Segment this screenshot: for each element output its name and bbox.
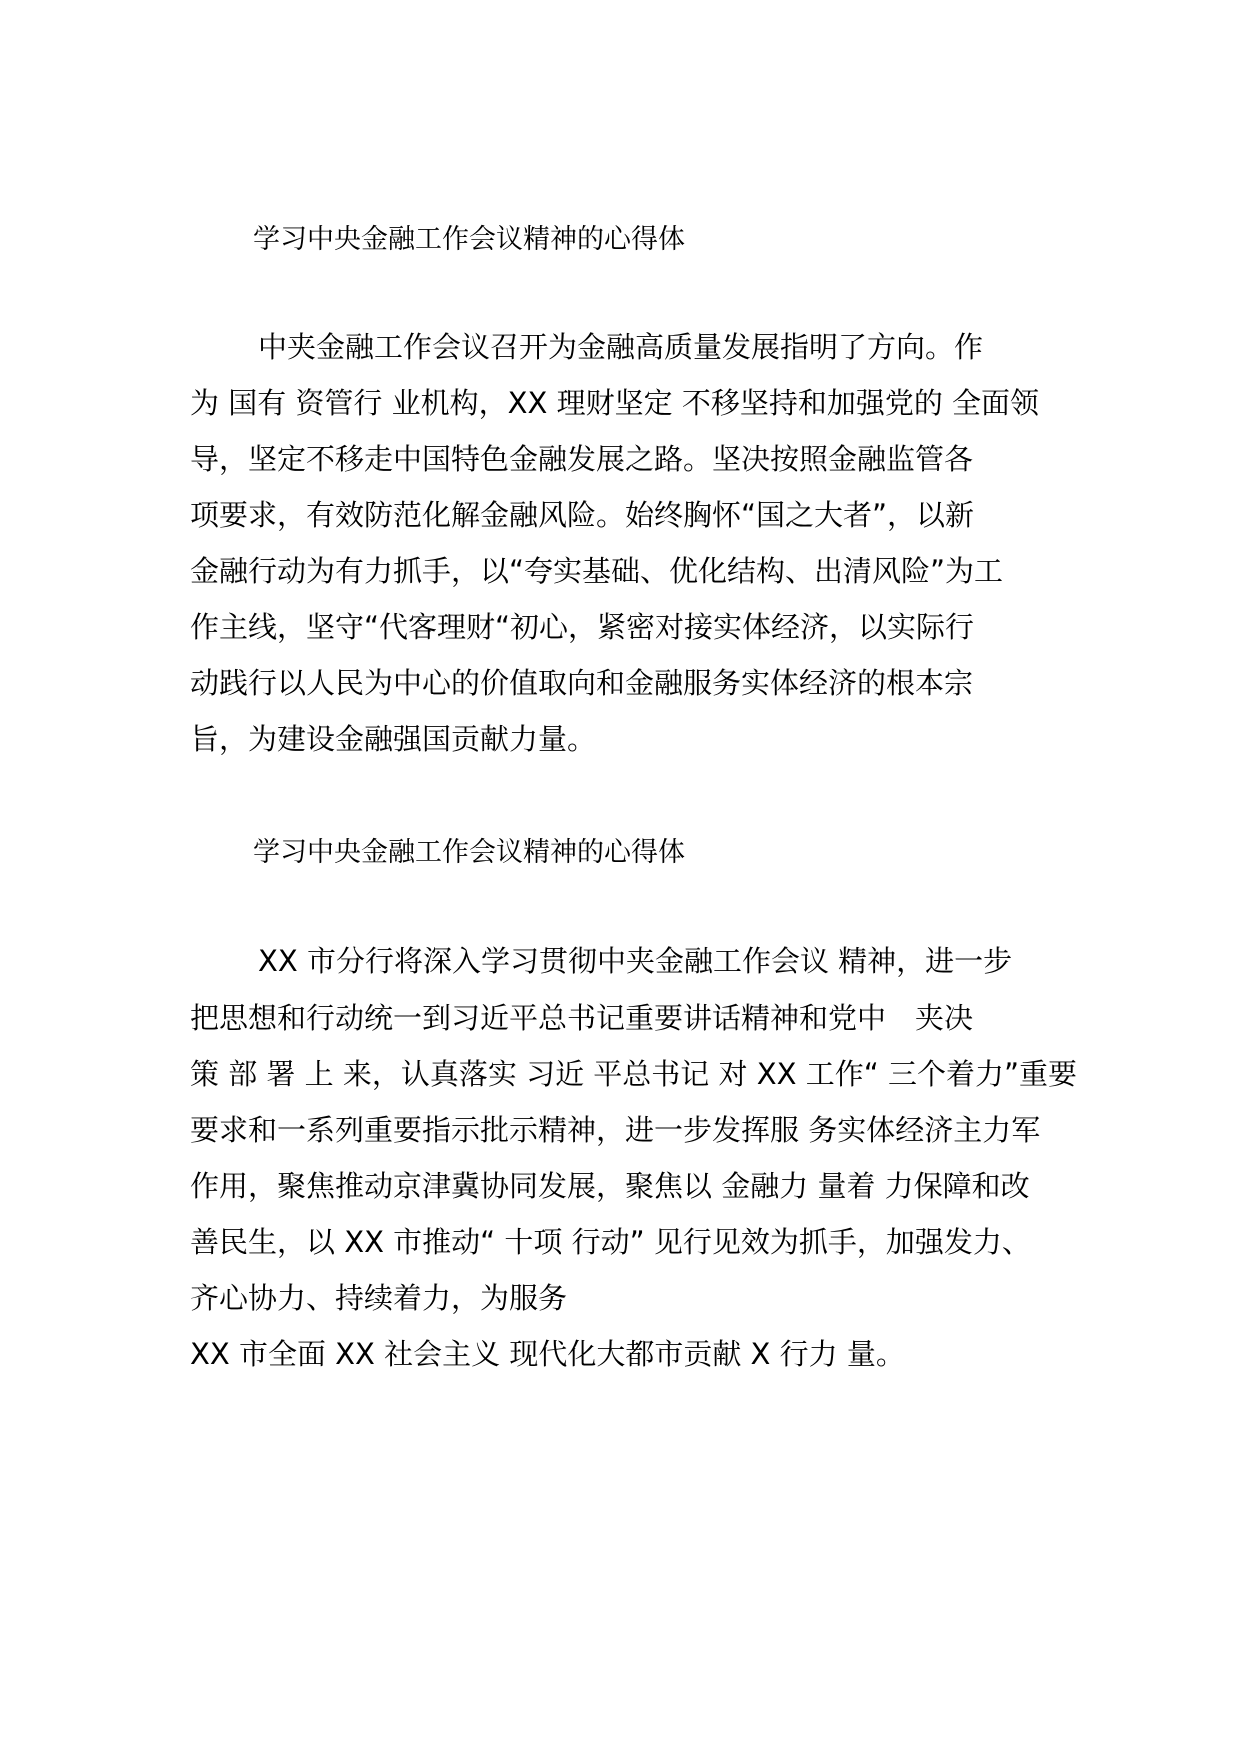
section-2-line-4: 要求和一系列重要指示批示精神，进一步发挥服 务实体经济主力军 bbox=[190, 1113, 1041, 1147]
section-1-line-4: 项要求，有效防范化解金融风险。始终胸怀“国之大者”，以新 bbox=[190, 498, 975, 532]
section-2-line-8: XX 市全面 XX 社会主义 现代化大都市贡献 X 行力 量。 bbox=[190, 1337, 905, 1371]
section-2-heading: 学习中央金融工作会议精神的心得体 bbox=[253, 837, 685, 868]
section-2-line-2: 把思想和行动统一到习近平总书记重要讲话精神和党中 夹决 bbox=[190, 1001, 974, 1035]
section-1-line-2: 为 国有 资管行 业机构，XX 理财坚定 不移坚持和加强党的 全面领 bbox=[190, 386, 1040, 420]
section-2-line-1: XX 市分行将深入学习贯彻中夹金融工作会议 精神，进一步 bbox=[258, 944, 1013, 978]
section-1-line-3: 导，坚定不移走中国特色金融发展之路。坚决按照金融监管各 bbox=[190, 442, 974, 476]
section-2-line-7: 齐心协力、持续着力，为服务 bbox=[190, 1281, 568, 1315]
section-1-line-6: 作主线，坚守“代客理财“初心，紧密对接实体经济，以实际行 bbox=[190, 610, 975, 644]
section-2-line-5: 作用，聚焦推动京津冀协同发展，聚焦以 金融力 量着 力保障和改 bbox=[190, 1169, 1030, 1203]
section-1-line-1: 中夹金融工作会议召开为金融高质量发展指明了方向。作 bbox=[258, 330, 984, 364]
section-1-heading: 学习中央金融工作会议精神的心得体 bbox=[253, 224, 685, 255]
section-1-line-8: 旨，为建设金融强国贡献力量。 bbox=[190, 722, 597, 756]
section-1-line-7: 动践行以人民为中心的价值取向和金融服务实体经济的根本宗 bbox=[190, 666, 974, 700]
section-2-line-6: 善民生，以 XX 市推动“ 十项 行动” 见行见效为抓手，加强发力、 bbox=[190, 1225, 1031, 1259]
section-2-line-3: 策 部 署 上 来，认真落实 习近 平总书记 对 XX 工作“ 三个着力”重要 bbox=[190, 1057, 1077, 1091]
section-1-line-5: 金融行动为有力抓手，以“夸实基础、优化结构、出清风险”为工 bbox=[190, 554, 1004, 588]
